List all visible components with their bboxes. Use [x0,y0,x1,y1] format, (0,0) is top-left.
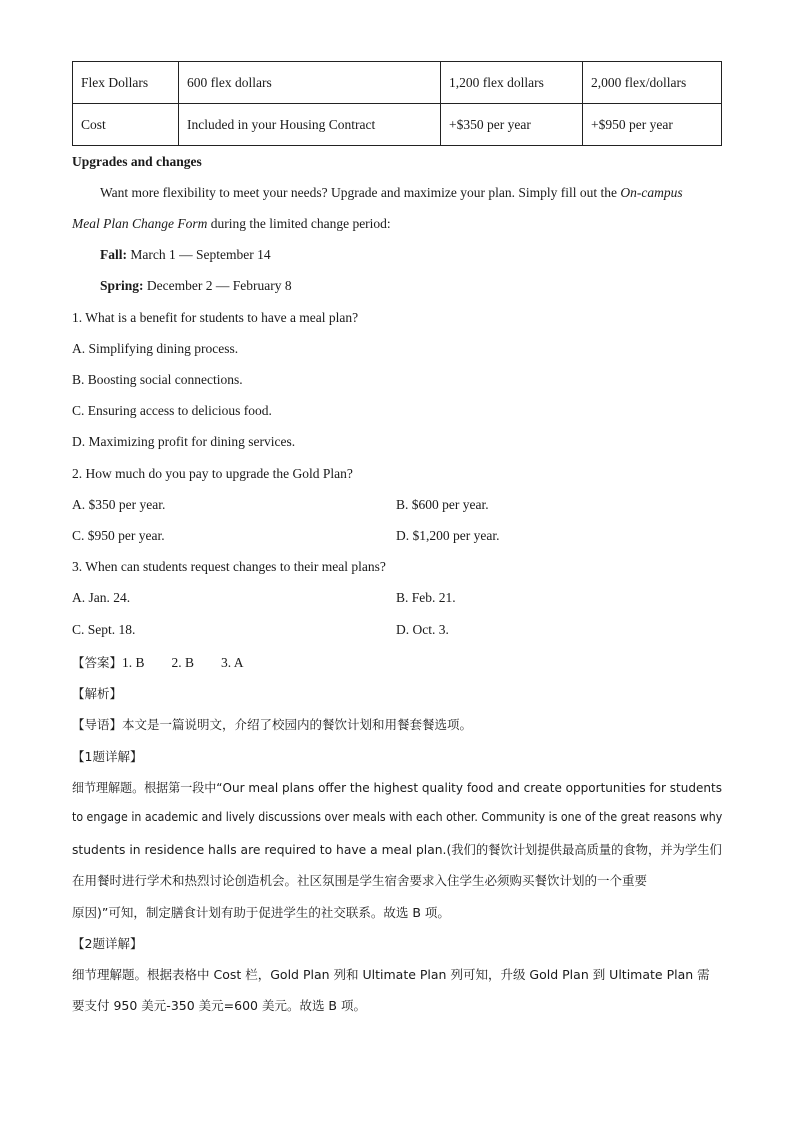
q1-detail-line: to engage in academic and lively discussions over meals with each other. Community is one of the great reasons why [72,809,723,824]
paragraph-text: Want more flexibility to meet your needs? Upgrade and maximize your plan. Simply fill out the [100,185,621,200]
q1-detail-line: 细节理解题。根据第一段中“Our meal plans offer the highest quality food and create opportunities for students [72,780,723,795]
intro-text: 【导语】本文是一篇说明文，介绍了校园内的餐饮计划和用餐套餐选项。 [72,717,473,732]
table-row [73,104,722,146]
form-name: Meal Plan Change Form [72,216,208,231]
spring-dates: December 2 — February 8 [143,278,292,293]
option-b: B. Boosting social connections. [72,372,243,387]
table-cell: 2,000 flex/dollars [583,62,722,104]
q2-detail-header: 【2题详解】 [72,936,143,951]
option-c: C. $950 per year. [72,528,165,543]
answer-text: 1. B 2. B 3. A [122,655,244,670]
fall-label: Fall: [100,247,127,262]
q2-detail-line: 细节理解题。根据表格中 Cost 栏，Gold Plan 列和 Ultimate Plan 列可知，升级 Gold Plan 到 Ultimate Plan 需 [72,967,710,982]
table-row [73,62,722,104]
fall-dates: March 1 — September 14 [127,247,271,262]
table-cell: 600 flex dollars [179,62,441,104]
spring-period [100,278,292,294]
option-d: D. Maximizing profit for dining services. [72,434,296,449]
question-1: 1. What is a benefit for students to have a meal plan? [72,310,359,325]
section-heading: Upgrades and changes [72,154,202,169]
paragraph-line [72,185,722,201]
meal-plan-table [72,61,722,146]
question-3: 3. When can students request changes to their meal plans? [72,559,386,574]
fall-period [100,247,271,263]
question-2: 2. How much do you pay to upgrade the Gold Plan? [72,466,353,481]
paragraph-line [72,216,391,232]
table-cell: +$350 per year [441,104,583,146]
q1-detail-line: 在用餐时进行学术和热烈讨论创造机会。社区氛围是学生宿舍要求入住学生必须购买餐饮计划的一个重要 [72,873,648,888]
answer-label: 【答案】 [72,655,123,670]
option-a: A. Simplifying dining process. [72,341,239,356]
table-cell: Included in your Housing Contract [179,104,441,146]
option-b: B. $600 per year. [396,497,489,512]
spring-label: Spring: [100,278,144,293]
table-cell: Flex Dollars [73,62,179,104]
option-c: C. Sept. 18. [72,622,136,637]
q2-detail-line: 要支付 950 美元-350 美元=600 美元。故选 B 项。 [72,998,366,1013]
answer-line [72,653,244,671]
table-cell: Cost [73,104,179,146]
analysis-label: 【解析】 [72,686,123,701]
q1-detail-header: 【1题详解】 [72,749,143,764]
form-name: On-campus [620,185,683,200]
paragraph-text: during the limited change period: [207,216,391,231]
q1-detail-line: 原因)”可知，制定膳食计划有助于促进学生的社交联系。故选 B 项。 [72,905,450,920]
q1-detail-line: students in residence halls are required to have a meal plan.(我们的餐饮计划提供最高质量的食物，并为学生们 [72,842,722,857]
table-cell: +$950 per year [583,104,722,146]
option-d: D. $1,200 per year. [396,528,500,543]
option-d: D. Oct. 3. [396,622,449,637]
option-b: B. Feb. 21. [396,590,456,605]
option-a: A. Jan. 24. [72,590,131,605]
table-cell: 1,200 flex dollars [441,62,583,104]
option-c: C. Ensuring access to delicious food. [72,403,272,418]
option-a: A. $350 per year. [72,497,166,512]
